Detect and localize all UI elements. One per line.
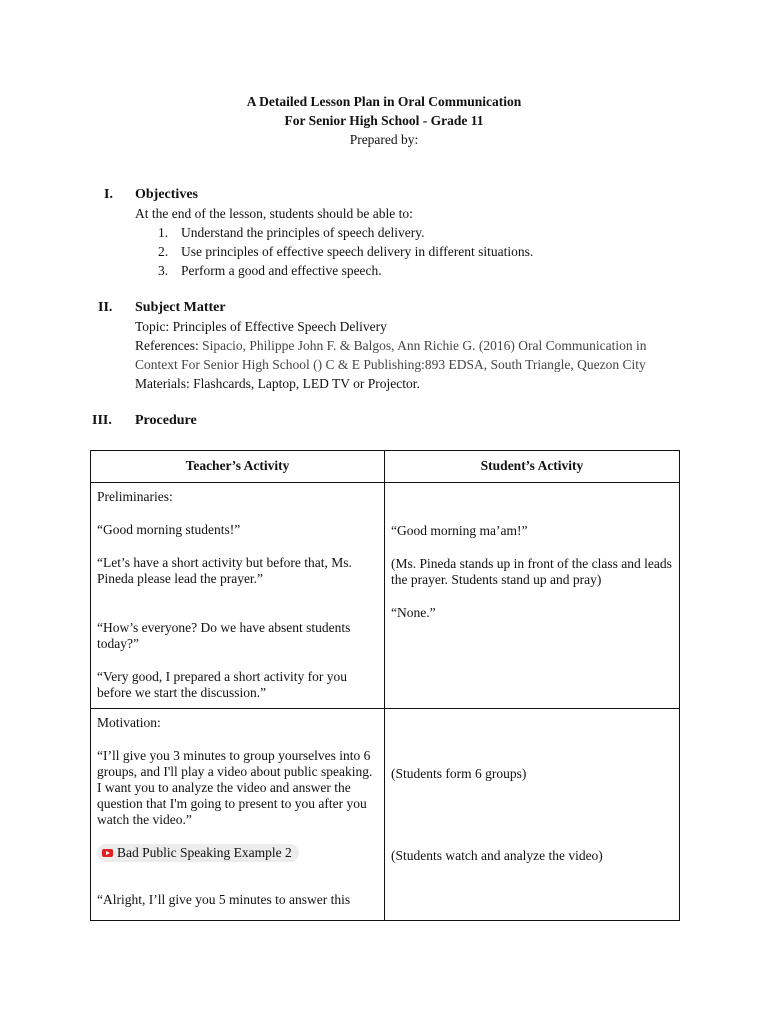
references-text: Sipacio, Philippe John F. & Balgos, Ann Richie G. (2016) Oral Communication in <box>198 338 647 353</box>
objectives-intro: At the end of the lesson, students should be able to: <box>135 206 413 221</box>
objective-number: 3. <box>158 263 169 278</box>
objective-item: Use principles of effective speech delivery in different situations. <box>181 244 534 259</box>
document-title: A Detailed Lesson Plan in Oral Communication <box>246 94 522 109</box>
table-row-motivation <box>91 709 680 921</box>
youtube-icon <box>102 849 113 857</box>
video-link-label: Bad Public Speaking Example 2 <box>117 845 292 860</box>
teacher-line: “I’ll give you 3 minutes to group yourselves into 6 groups, and I'll play a video about public speaking. I want you to analyze the video and answer the question that I'm going to present to you after you watch the video.” <box>97 748 373 827</box>
teacher-line: “Good morning students!” <box>97 522 241 537</box>
subject-references <box>135 338 647 354</box>
teacher-line: “How’s everyone? Do we have absent students today?” <box>97 620 351 651</box>
teacher-activity-header: Teacher’s Activity <box>91 451 385 483</box>
motivation-label: Motivation: <box>97 715 161 730</box>
objective-item: Understand the principles of speech delivery. <box>181 225 425 240</box>
student-line: (Ms. Pineda stands up in front of the class and leads the prayer. Students stand up and pray) <box>391 556 672 587</box>
section-heading-objectives: Objectives <box>135 187 198 202</box>
objective-number: 2. <box>158 244 169 259</box>
objective-number: 1. <box>158 225 169 240</box>
objective-item: Perform a good and effective speech. <box>181 263 382 278</box>
subject-materials: Materials: Flashcards, Laptop, LED TV or Projector. <box>135 376 420 391</box>
student-cell <box>385 483 680 709</box>
student-line: (Students watch and analyze the video) <box>391 848 603 863</box>
procedure-table <box>90 450 680 921</box>
student-activity-header: Student’s Activity <box>385 451 680 483</box>
section-number-procedure: III. <box>92 413 112 428</box>
references-text-continued: Context For Senior High School () C & E Publishing:893 EDSA, South Triangle, Quezon City <box>135 357 646 372</box>
video-link-chip[interactable] <box>97 844 299 862</box>
teacher-cell <box>91 483 385 709</box>
table-header-row <box>91 451 680 483</box>
student-line: (Students form 6 groups) <box>391 766 527 781</box>
section-heading-subject-matter: Subject Matter <box>135 300 226 315</box>
section-number-subject-matter: II. <box>98 300 113 315</box>
teacher-line: “Alright, I’ll give you 5 minutes to answer this <box>97 892 351 907</box>
section-number-objectives: I. <box>104 187 113 202</box>
video-chip-row <box>97 844 378 862</box>
teacher-cell <box>91 709 385 921</box>
table-row-preliminaries <box>91 483 680 709</box>
student-line: “None.” <box>391 605 436 620</box>
references-label: References: <box>135 338 199 353</box>
preliminaries-label: Preliminaries: <box>97 489 173 504</box>
prepared-by: Prepared by: <box>349 132 419 147</box>
student-line: “Good morning ma’am!” <box>391 523 528 538</box>
subject-topic: Topic: Principles of Effective Speech Delivery <box>135 319 387 334</box>
student-cell <box>385 709 680 921</box>
document-subtitle: For Senior High School - Grade 11 <box>284 113 484 128</box>
teacher-line: “Let’s have a short activity but before that, Ms. Pineda please lead the prayer.” <box>97 555 352 586</box>
teacher-line: “Very good, I prepared a short activity for you before we start the discussion.” <box>97 669 348 700</box>
section-heading-procedure: Procedure <box>135 413 197 428</box>
